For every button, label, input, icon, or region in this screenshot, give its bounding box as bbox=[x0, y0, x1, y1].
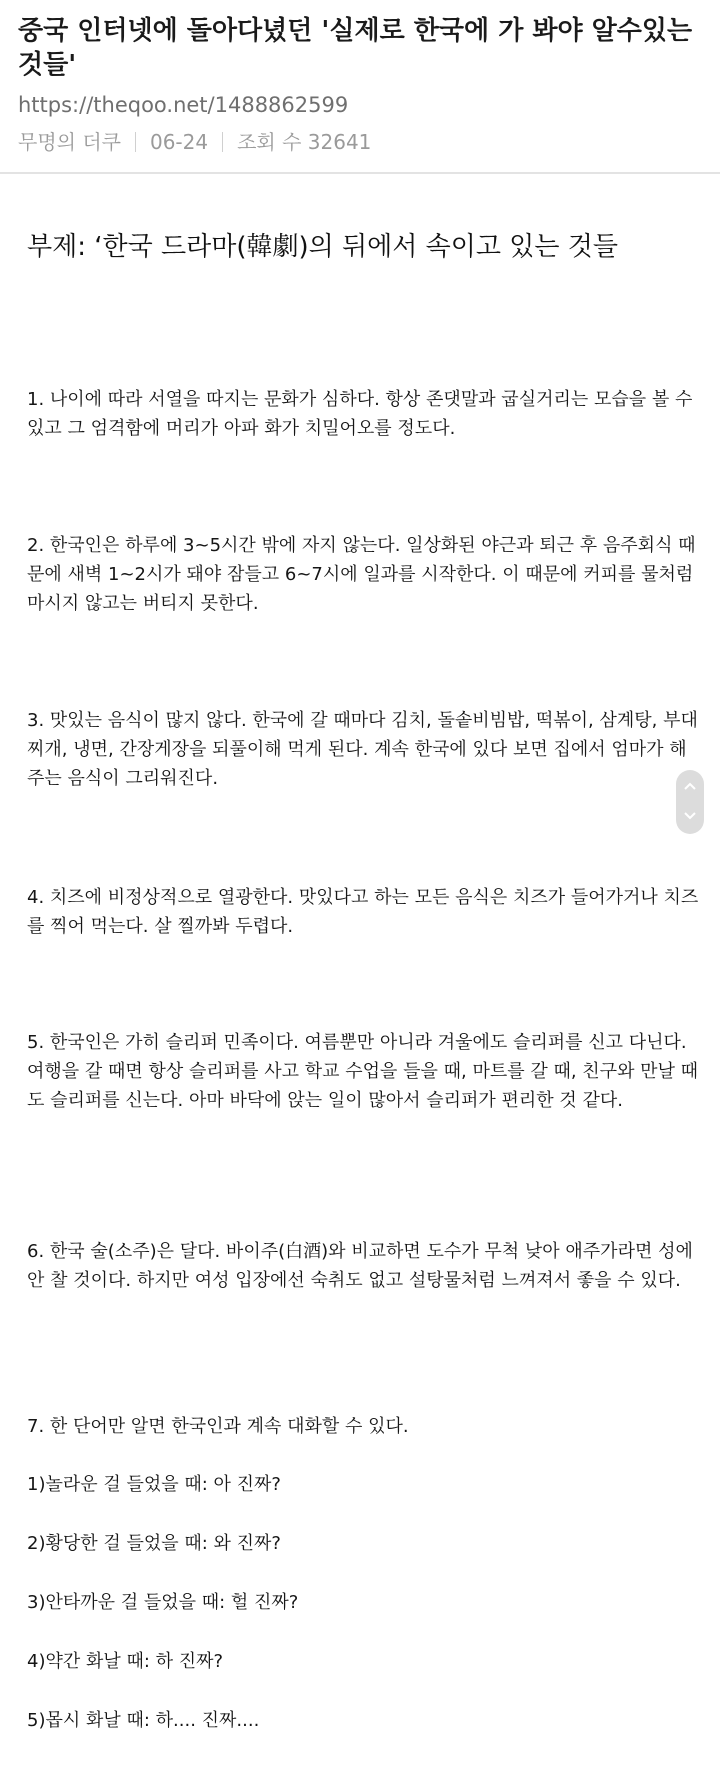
paragraph-4: 4. 치즈에 비정상적으로 열광한다. 맛있다고 하는 모든 음식은 치즈가 들어가거나 치즈를 찍어 먹는다. 살 찔까봐 두렵다. bbox=[27, 887, 699, 937]
list-item-3: 3)안타까운 걸 들었을 때: 헐 진짜? bbox=[27, 1592, 299, 1613]
post-date: 06-24 bbox=[149, 130, 209, 154]
paragraph-5: 5. 한국인은 가히 슬리퍼 민족이다. 여름뿐만 아니라 겨울에도 슬리퍼를 신고 다닌다. 여행을 갈 때면 항상 슬리퍼를 사고 학교 수업을 들을 때, 마트를 갈 때, 친구와 만날 때도 슬리퍼를 신는다. 아마 바닥에 앉는 일이 많아서 슬리퍼가 편리한 것 같다. bbox=[27, 1032, 699, 1111]
list-item-2: 2)황당한 걸 들었을 때: 와 진짜? bbox=[27, 1533, 281, 1554]
scroll-navigator[interactable] bbox=[676, 770, 704, 834]
author-name[interactable]: 무명의 더쿠 bbox=[18, 130, 121, 154]
post-url[interactable]: https://theqoo.net/1488862599 bbox=[18, 93, 349, 117]
paragraph-1: 1. 나이에 따라 서열을 따지는 문화가 심하다. 항상 존댓말과 굽실거리는 모습을 볼 수 있고 그 엄격함에 머리가 아파 화가 치밀어오를 정도다. bbox=[27, 389, 693, 439]
chevron-up-icon[interactable] bbox=[684, 782, 696, 790]
post-subtitle: 부제: ‘한국 드라마(韓劇)의 뒤에서 속이고 있는 것들 bbox=[27, 232, 618, 262]
list-item-1: 1)놀라운 걸 들었을 때: 아 진짜? bbox=[27, 1474, 281, 1495]
paragraph-2: 2. 한국인은 하루에 3~5시간 밖에 자지 않는다. 일상화된 야근과 퇴근 후 음주회식 때문에 새벽 1~2시가 돼야 잠들고 6~7시에 일과를 시작한다. 이 때문에 커피를 물처럼 마시지 않고는 버티지 못한다. bbox=[27, 535, 696, 614]
list-item-5: 5)몹시 화날 때: 하.... 진짜.... bbox=[27, 1710, 260, 1731]
view-count: 조회 수 32641 bbox=[237, 130, 372, 154]
meta-divider bbox=[135, 132, 136, 152]
chevron-down-icon[interactable] bbox=[684, 812, 696, 820]
paragraph-7: 7. 한 단어만 알면 한국인과 계속 대화할 수 있다. bbox=[27, 1416, 409, 1437]
paragraph-6: 6. 한국 술(소주)은 달다. 바이주(白酒)와 비교하면 도수가 무척 낮아 애주가라면 성에 안 찰 것이다. 하지만 여성 입장에선 숙취도 없고 설탕물처럼 느껴져서 좋을 수 있다. bbox=[27, 1241, 693, 1291]
post-title: 중국 인터넷에 돌아다녔던 '실제로 한국에 가 봐야 알수있는 것들' bbox=[18, 16, 693, 80]
paragraph-3: 3. 맛있는 음식이 많지 않다. 한국에 갈 때마다 김치, 돌솥비빔밥, 떡볶이, 삼계탕, 부대찌개, 냉면, 간장게장을 되풀이해 먹게 된다. 계속 한국에 있다 보면 집에서 엄마가 해 주는 음식이 그리워진다. bbox=[27, 710, 698, 789]
meta-divider bbox=[222, 132, 223, 152]
post-header bbox=[0, 0, 720, 174]
post-meta bbox=[18, 128, 371, 156]
list-item-4: 4)약간 화날 때: 하 진짜? bbox=[27, 1651, 224, 1672]
